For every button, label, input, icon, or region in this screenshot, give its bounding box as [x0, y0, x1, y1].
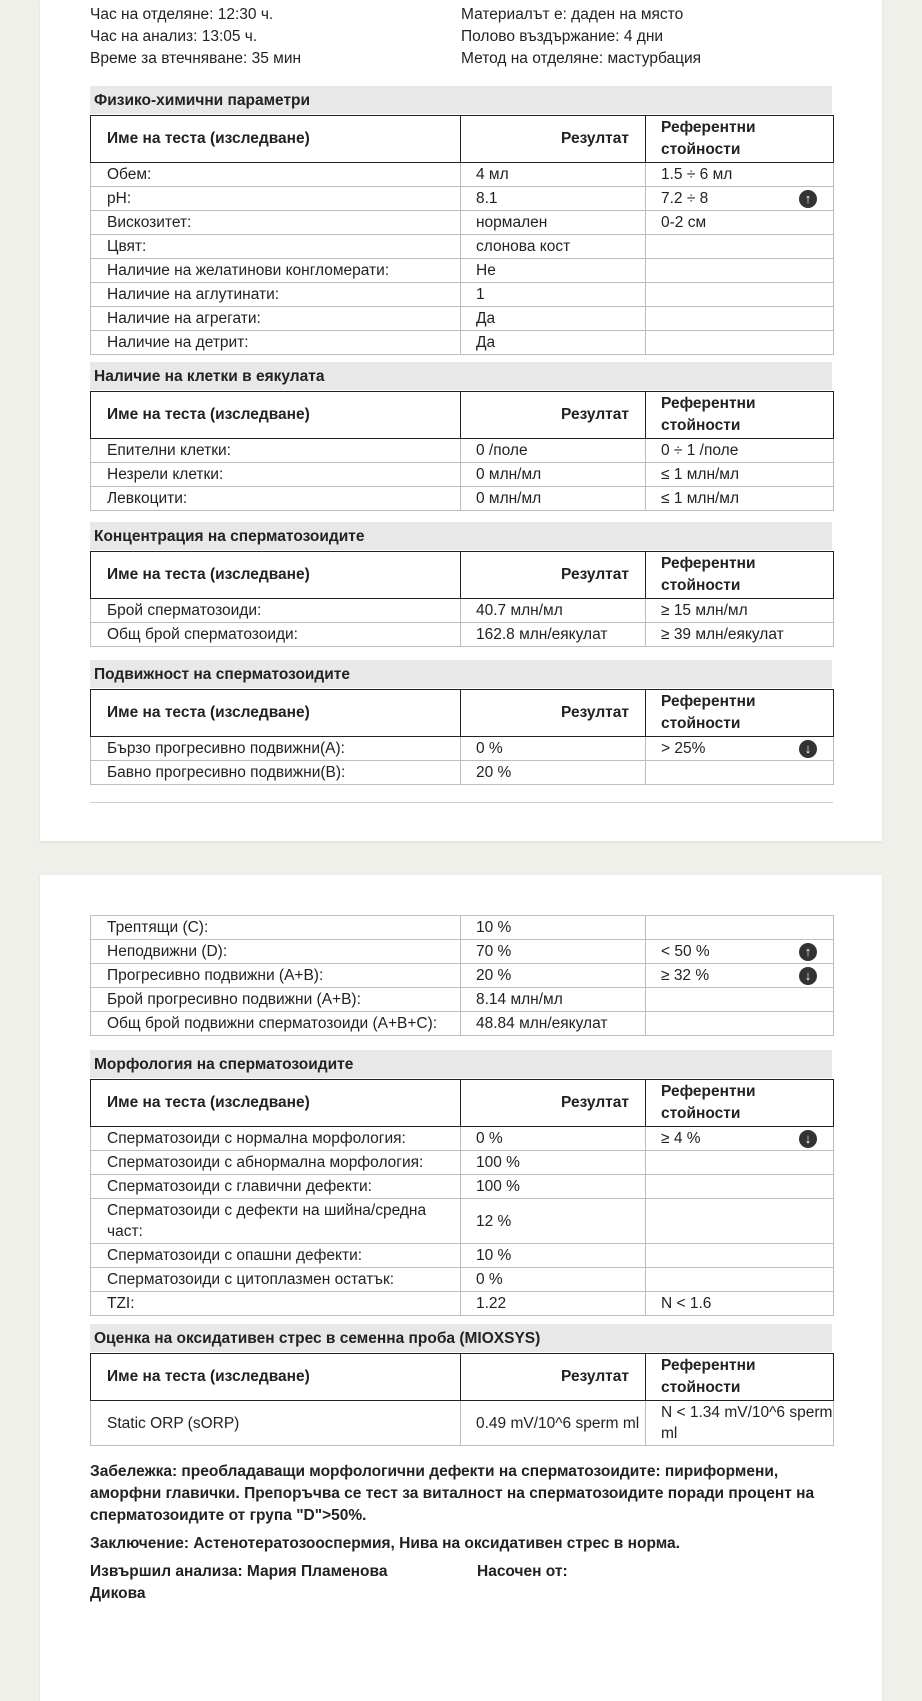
- reference-value: [646, 487, 834, 511]
- reference-value: [646, 1244, 834, 1268]
- table-row: [91, 623, 834, 647]
- column-test-name: Име на теста (изследване): [91, 392, 461, 439]
- test-result: Не: [461, 259, 646, 283]
- reference-value: [646, 235, 834, 259]
- table-row: [91, 1401, 834, 1446]
- test-result: 1.22: [461, 1292, 646, 1316]
- arrow-up-circle-icon: ↑: [799, 190, 817, 208]
- reference-value: [646, 1175, 834, 1199]
- column-test-name: Име на теста (изследване): [91, 1080, 461, 1127]
- table-header-row: [91, 116, 834, 163]
- test-name: pH:: [91, 187, 461, 211]
- section-motility-continued: [90, 915, 832, 1036]
- table-row: [91, 283, 834, 307]
- table-row: [91, 463, 834, 487]
- test-name: Наличие на желатинови конгломерати:: [91, 259, 461, 283]
- test-name: Бавно прогресивно подвижни(B):: [91, 761, 461, 785]
- test-result: 10 %: [461, 1244, 646, 1268]
- table-header-row: [91, 552, 834, 599]
- column-test-name: Име на теста (изследване): [91, 116, 461, 163]
- reference-value: [646, 187, 834, 211]
- table-row: [91, 964, 834, 988]
- test-name: Вискозитет:: [91, 211, 461, 235]
- test-result: 12 %: [461, 1199, 646, 1244]
- test-result: 48.84 млн/еякулат: [461, 1012, 646, 1036]
- section-title: Подвижност на сперматозоидите: [90, 660, 832, 688]
- reference-text: ≥ 39 млн/еякулат: [661, 626, 784, 643]
- liquefaction-time: Време за втечняване: 35 мин: [90, 50, 302, 67]
- reference-value: [646, 1012, 834, 1036]
- report-page-1: [40, 0, 882, 841]
- table-row: [91, 163, 834, 187]
- test-result: 1: [461, 283, 646, 307]
- test-name: Прогресивно подвижни (A+B):: [91, 964, 461, 988]
- results-table: [90, 1079, 834, 1316]
- test-name: Общ брой сперматозоиди:: [91, 623, 461, 647]
- reference-text: ≤ 1 млн/мл: [661, 490, 740, 507]
- table-row: [91, 988, 834, 1012]
- reference-text: N < 1.6: [661, 1295, 712, 1312]
- test-name: Епителни клетки:: [91, 439, 461, 463]
- reference-value: [646, 964, 834, 988]
- section-title: Морфология на сперматозоидите: [90, 1050, 832, 1078]
- reference-value: [646, 163, 834, 187]
- test-name: Неподвижни (D):: [91, 940, 461, 964]
- column-reference: Референтни стойности: [646, 1354, 834, 1401]
- test-name: Сперматозоиди с дефекти на шийна/средна част:: [91, 1199, 461, 1244]
- conclusion-text: Заключение: Астенотератозооспермия, Нива на оксидативен стрес в норма.: [90, 1535, 680, 1552]
- test-result: 70 %: [461, 940, 646, 964]
- separation-time: Час на отделяне: 12:30 ч.: [90, 6, 274, 23]
- test-result: нормален: [461, 211, 646, 235]
- results-table: [90, 391, 834, 511]
- reference-value: [646, 1127, 834, 1151]
- table-row: [91, 307, 834, 331]
- reference-value: [646, 623, 834, 647]
- test-name: Незрели клетки:: [91, 463, 461, 487]
- results-table: [90, 915, 834, 1036]
- test-result: 100 %: [461, 1175, 646, 1199]
- table-header-row: [91, 690, 834, 737]
- reference-value: [646, 259, 834, 283]
- test-result: слонова кост: [461, 235, 646, 259]
- test-name: Бързо прогресивно подвижни(A):: [91, 737, 461, 761]
- reference-value: [646, 1199, 834, 1244]
- section-cells: [90, 362, 832, 511]
- column-reference: Референтни стойности: [646, 116, 834, 163]
- arrow-down-circle-icon: ↓: [799, 967, 817, 985]
- section-concentration: [90, 522, 832, 647]
- reference-value: [646, 331, 834, 355]
- table-row: [91, 1151, 834, 1175]
- test-name: Static ORP (sORP): [91, 1401, 461, 1446]
- reference-value: [646, 940, 834, 964]
- test-name: Цвят:: [91, 235, 461, 259]
- test-name: Сперматозоиди с нормална морфология:: [91, 1127, 461, 1151]
- table-header-row: [91, 392, 834, 439]
- test-result: 0 %: [461, 1127, 646, 1151]
- reference-value: [646, 307, 834, 331]
- arrow-down-circle-icon: ↓: [799, 1130, 817, 1148]
- section-oxidative-stress: [90, 1324, 832, 1446]
- table-row: [91, 737, 834, 761]
- test-result: 0.49 mV/10^6 sperm ml: [461, 1401, 646, 1446]
- table-row: [91, 187, 834, 211]
- table-row: [91, 1292, 834, 1316]
- reference-text: ≥ 15 млн/мл: [661, 602, 748, 619]
- table-row: [91, 331, 834, 355]
- separation-method: Метод на отделяне: мастурбация: [461, 50, 702, 67]
- test-name: Сперматозоиди с главични дефекти:: [91, 1175, 461, 1199]
- reference-text: 7.2 ÷ 8: [661, 190, 709, 207]
- column-result: Резултат: [461, 1080, 646, 1127]
- section-morphology: [90, 1050, 832, 1316]
- test-result: 10 %: [461, 916, 646, 940]
- test-name: Наличие на аглутинати:: [91, 283, 461, 307]
- page-divider: [90, 802, 832, 803]
- referred-by: Насочен от:: [477, 1563, 568, 1580]
- reference-value: [646, 439, 834, 463]
- report-page-2: [40, 875, 882, 1701]
- results-table: [90, 115, 834, 355]
- note-text: Забележка: преобладаващи морфологични дефекти на сперматозоидите: пириформени, аморфни главички. Препоръчва се тест за виталност на сперматозоидите поради процент на сперматозоидите от група "D">50%.: [90, 1463, 815, 1524]
- reference-value: [646, 283, 834, 307]
- table-row: [91, 487, 834, 511]
- reference-value: [646, 916, 834, 940]
- table-header-row: [91, 1080, 834, 1127]
- test-name: Наличие на агрегати:: [91, 307, 461, 331]
- sample-info: [90, 4, 832, 70]
- test-result: 162.8 млн/еякулат: [461, 623, 646, 647]
- test-result: 20 %: [461, 964, 646, 988]
- reference-text: ≤ 1 млн/мл: [661, 466, 740, 483]
- test-result: 0 /поле: [461, 439, 646, 463]
- test-name: Трептящи (C):: [91, 916, 461, 940]
- table-header-row: [91, 1354, 834, 1401]
- test-name: Обем:: [91, 163, 461, 187]
- section-title: Физико-химични параметри: [90, 86, 832, 114]
- report-footer: [90, 1461, 832, 1605]
- test-result: 8.14 млн/мл: [461, 988, 646, 1012]
- test-result: 0 млн/мл: [461, 463, 646, 487]
- test-name: TZI:: [91, 1292, 461, 1316]
- test-name: Брой прогресивно подвижни (A+B):: [91, 988, 461, 1012]
- reference-value: [646, 1401, 834, 1446]
- analysis-time: Час на анализ: 13:05 ч.: [90, 28, 258, 45]
- section-title: Концентрация на сперматозоидите: [90, 522, 832, 550]
- test-name: Сперматозоиди с цитоплазмен остатък:: [91, 1268, 461, 1292]
- column-reference: Референтни стойности: [646, 1080, 834, 1127]
- column-test-name: Име на теста (изследване): [91, 552, 461, 599]
- material-info: Материалът е: даден на място: [461, 6, 684, 23]
- reference-value: [646, 1292, 834, 1316]
- test-result: 8.1: [461, 187, 646, 211]
- reference-text: 1.5 ÷ 6 мл: [661, 166, 733, 183]
- test-result: 40.7 млн/мл: [461, 599, 646, 623]
- performed-by: Извършил анализа: Мария Пламенова Дикова: [90, 1563, 388, 1602]
- column-result: Резултат: [461, 1354, 646, 1401]
- test-name: Сперматозоиди с абнормална морфология:: [91, 1151, 461, 1175]
- reference-text: 0 ÷ 1 /поле: [661, 442, 739, 459]
- column-result: Резултат: [461, 552, 646, 599]
- table-row: [91, 1127, 834, 1151]
- table-row: [91, 211, 834, 235]
- reference-value: [646, 211, 834, 235]
- test-result: Да: [461, 331, 646, 355]
- reference-value: [646, 1151, 834, 1175]
- column-reference: Референтни стойности: [646, 690, 834, 737]
- results-table: [90, 689, 834, 785]
- test-result: 0 %: [461, 1268, 646, 1292]
- test-name: Общ брой подвижни сперматозоиди (A+B+C):: [91, 1012, 461, 1036]
- results-table: [90, 1353, 834, 1446]
- reference-text: ≥ 32 %: [661, 967, 710, 984]
- test-name: Левкоцити:: [91, 487, 461, 511]
- table-row: [91, 259, 834, 283]
- test-result: 0 %: [461, 737, 646, 761]
- reference-text: N < 1.34 mV/10^6 sperm ml: [661, 1404, 833, 1442]
- reference-value: [646, 463, 834, 487]
- table-row: [91, 940, 834, 964]
- results-table: [90, 551, 834, 647]
- section-motility: [90, 660, 832, 785]
- column-result: Резултат: [461, 392, 646, 439]
- test-name: Брой сперматозоиди:: [91, 599, 461, 623]
- reference-value: [646, 599, 834, 623]
- test-name: Сперматозоиди с опашни дефекти:: [91, 1244, 461, 1268]
- column-reference: Референтни стойности: [646, 552, 834, 599]
- test-result: 100 %: [461, 1151, 646, 1175]
- test-result: 4 мл: [461, 163, 646, 187]
- table-row: [91, 439, 834, 463]
- test-result: Да: [461, 307, 646, 331]
- abstinence-info: Полово въздържание: 4 дни: [461, 28, 664, 45]
- test-result: 20 %: [461, 761, 646, 785]
- column-result: Резултат: [461, 690, 646, 737]
- arrow-up-circle-icon: ↑: [799, 943, 817, 961]
- arrow-down-circle-icon: ↓: [799, 740, 817, 758]
- section-physchem: [90, 86, 832, 355]
- test-name: Наличие на детрит:: [91, 331, 461, 355]
- reference-value: [646, 988, 834, 1012]
- reference-text: ≥ 4 %: [661, 1130, 701, 1147]
- table-row: [91, 1244, 834, 1268]
- reference-text: < 50 %: [661, 943, 710, 960]
- reference-text: 0-2 см: [661, 214, 707, 231]
- table-row: [91, 599, 834, 623]
- column-reference: Референтни стойности: [646, 392, 834, 439]
- column-test-name: Име на теста (изследване): [91, 1354, 461, 1401]
- column-test-name: Име на теста (изследване): [91, 690, 461, 737]
- table-row: [91, 1175, 834, 1199]
- column-result: Резултат: [461, 116, 646, 163]
- table-row: [91, 1012, 834, 1036]
- reference-value: [646, 761, 834, 785]
- table-row: [91, 235, 834, 259]
- reference-value: [646, 737, 834, 761]
- section-title: Наличие на клетки в еякулата: [90, 362, 832, 390]
- table-row: [91, 1199, 834, 1244]
- reference-text: > 25%: [661, 740, 706, 757]
- reference-value: [646, 1268, 834, 1292]
- table-row: [91, 1268, 834, 1292]
- test-result: 0 млн/мл: [461, 487, 646, 511]
- section-title: Оценка на оксидативен стрес в семенна проба (MIOXSYS): [90, 1324, 832, 1352]
- table-row: [91, 916, 834, 940]
- table-row: [91, 761, 834, 785]
